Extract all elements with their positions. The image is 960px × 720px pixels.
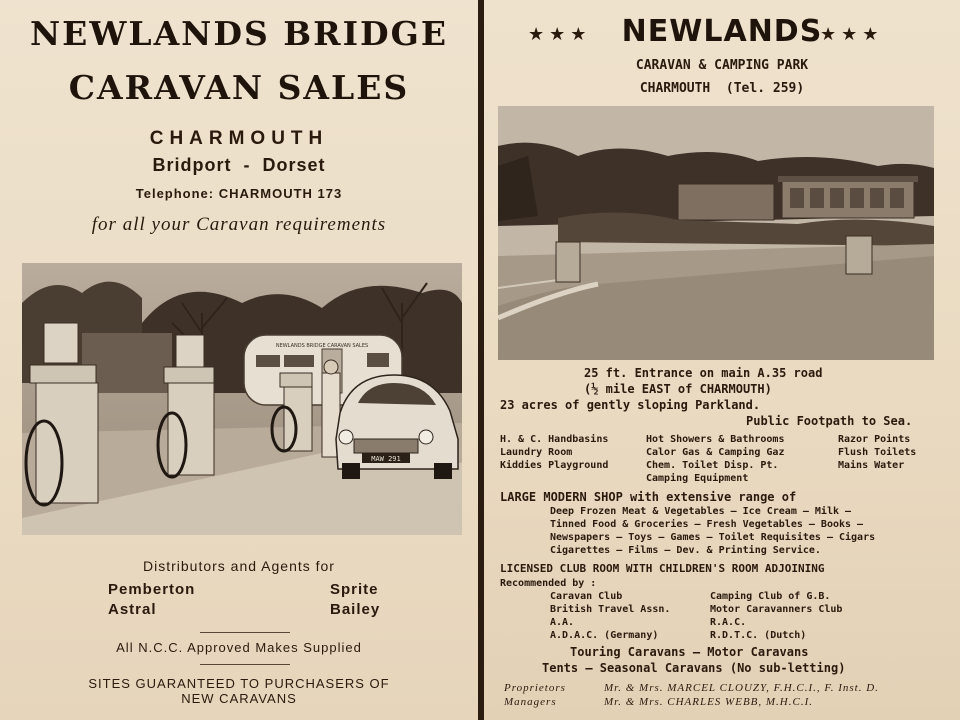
facility-item: H. & C. Handbasins — [500, 434, 609, 445]
managers-names: Mr. & Mrs. CHARLES WEBB, M.H.C.I. — [604, 696, 813, 708]
sales-town: CHARMOUTH — [149, 128, 329, 149]
entrance-text: 25 ft. Entrance on main A.35 road — [584, 366, 823, 380]
park-title: NEWLANDS — [621, 14, 823, 49]
brand-bailey: Bailey — [330, 601, 381, 618]
facility-item: Razor Points — [838, 434, 911, 445]
stars-left: ★ ★ ★ — [528, 24, 587, 44]
recommender: A.D.A.C. (Germany) — [550, 630, 659, 641]
shop-line: Cigarettes — Films — Dev. & Printing Service. — [550, 545, 821, 556]
proprietors-names: Mr. & Mrs. MARCEL CLOUZY, F.H.C.I., F. Inst. D. — [604, 682, 879, 694]
distributors-heading: Distributors and Agents for — [143, 558, 335, 574]
brand-astral: Astral — [108, 601, 157, 618]
facility-item: Flush Toilets — [838, 447, 917, 458]
park-town-telephone: CHARMOUTH (Tel. 259) — [639, 81, 805, 96]
recommender: Camping Club of G.B. — [710, 591, 831, 602]
park-entrance-photo — [498, 106, 934, 360]
tents-seasonal-text: Tents — Seasonal Caravans (No sub-letting) — [542, 661, 846, 675]
shop-heading: LARGE MODERN SHOP with extensive range of — [500, 490, 797, 504]
gate-post-left — [556, 242, 580, 282]
recommended-label: Recommended by : — [500, 578, 597, 589]
recommender: Motor Caravanners Club — [710, 604, 843, 615]
forecourt-photo — [22, 263, 462, 535]
forecourt-illustration — [22, 263, 462, 535]
recommender: R.A.C. — [710, 617, 747, 628]
recommender: A.A. — [550, 617, 575, 628]
shop-line: Tinned Food & Groceries — Fresh Vegetables — Books — — [550, 519, 864, 530]
facility-item: Camping Equipment — [646, 473, 749, 484]
recommender: Caravan Club — [550, 591, 623, 602]
sales-title-line2: CARAVAN SALES — [68, 68, 410, 107]
sales-place: Bridport - Dorset — [152, 155, 326, 175]
sales-telephone: Telephone: CHARMOUTH 173 — [135, 186, 343, 201]
divider-rule-top — [200, 632, 290, 633]
car-number-plate: MAW 291 — [371, 455, 401, 463]
park-entrance-illustration — [498, 106, 934, 360]
facility-item: Calor Gas & Camping Gaz — [646, 447, 785, 458]
gate-post-right — [846, 236, 872, 274]
managers-label: Managers — [504, 696, 557, 708]
touring-caravans-text: Touring Caravans — Motor Caravans — [570, 645, 809, 659]
recommender: British Travel Assn. — [550, 604, 671, 615]
facility-item: Kiddies Playground — [500, 460, 609, 471]
location-text: (½ mile EAST of CHARMOUTH) — [584, 382, 772, 396]
club-heading: LICENSED CLUB ROOM WITH CHILDREN'S ROOM ADJOINING — [500, 562, 825, 575]
ncc-approved-text: All N.C.C. Approved Makes Supplied — [116, 640, 362, 655]
sites-guarantee-line1: SITES GUARANTEED TO PURCHASERS OF — [88, 676, 390, 691]
brand-pemberton: Pemberton — [108, 581, 196, 598]
proprietors-label: Proprietors — [504, 682, 566, 694]
brand-sprite: Sprite — [330, 581, 379, 598]
acres-text: 23 acres of gently sloping Parkland. — [500, 398, 761, 412]
footpath-text: Public Footpath to Sea. — [746, 414, 913, 428]
sites-guarantee-line2: NEW CARAVANS — [181, 691, 297, 706]
facility-item: Mains Water — [838, 460, 905, 471]
facility-item: Hot Showers & Bathrooms — [646, 434, 785, 445]
right-page-camping-park-advert — [484, 0, 960, 720]
facility-item: Laundry Room — [500, 447, 573, 458]
caravan-sign: NEWLANDS BRIDGE CARAVAN SALES — [275, 343, 369, 349]
facility-item: Chem. Toilet Disp. Pt. — [646, 460, 779, 471]
park-subtitle: CARAVAN & CAMPING PARK — [635, 58, 809, 73]
recommender: R.D.T.C. (Dutch) — [710, 630, 807, 641]
left-page-caravan-sales-advert — [0, 0, 478, 720]
shop-line: Deep Frozen Meat & Vegetables — Ice Cream — Milk — — [550, 506, 852, 517]
sales-tagline: for all your Caravan requirements — [91, 214, 387, 235]
divider-rule-bottom — [200, 664, 290, 665]
sales-title-line1: NEWLANDS BRIDGE — [30, 14, 448, 53]
stars-right: ★ ★ ★ — [820, 24, 879, 44]
shop-line: Newspapers — Toys — Games — Toilet Requisites — Cigars — [550, 532, 876, 543]
